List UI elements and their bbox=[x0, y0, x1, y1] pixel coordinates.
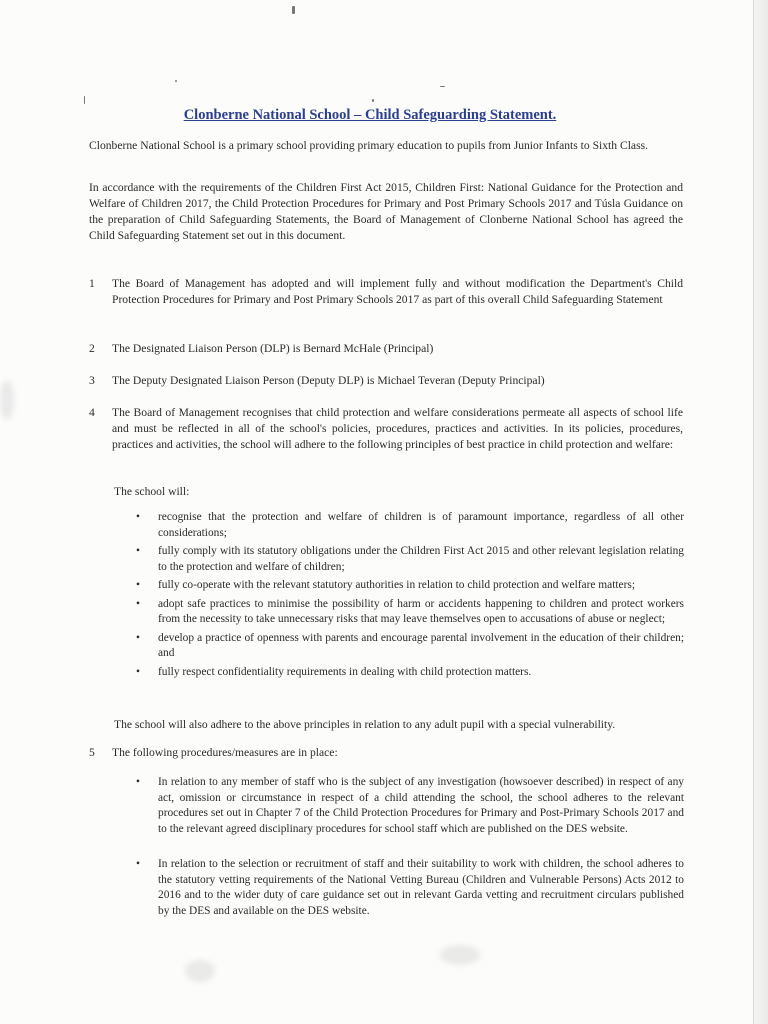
list-item bbox=[136, 775, 684, 837]
bullet-icon: • bbox=[136, 511, 140, 523]
item-text: The Deputy Designated Liaison Person (Deputy DLP) is Michael Teveran (Deputy Principal) bbox=[112, 374, 545, 387]
principle-text: develop a practice of openness with parents and encourage parental involvement in the education of their children; and bbox=[158, 631, 684, 659]
bullet-icon: • bbox=[136, 631, 140, 644]
bullet-icon: • bbox=[136, 545, 140, 557]
principle-text: fully co-operate with the relevant statutory authorities in relation to child protection and welfare matters; bbox=[158, 579, 635, 591]
list-item bbox=[136, 857, 684, 919]
principle-text: recognise that the protection and welfare of children is of paramount importance, regardless of all other considerations; bbox=[158, 511, 684, 539]
bullet-icon: • bbox=[136, 858, 140, 870]
list-item bbox=[136, 578, 684, 594]
item-text: The Designated Liaison Person (DLP) is Bernard McHale (Principal) bbox=[112, 342, 434, 355]
bullet-icon: • bbox=[136, 665, 140, 678]
item-number: 3 bbox=[89, 374, 95, 387]
item-text: The Board of Management has adopted and will implement fully and without modification the Department's Child Protection Procedures for Primary and Post Primary Schools 2017 as part of this overall Child Safeguarding Statement bbox=[112, 277, 683, 306]
scan-speck bbox=[292, 6, 295, 14]
item-number: 2 bbox=[89, 342, 95, 355]
bullet-icon: • bbox=[136, 597, 140, 610]
scan-smudge bbox=[0, 380, 14, 420]
bullet-icon: • bbox=[136, 776, 140, 788]
adult-pupil-paragraph: The school will also adhere to the above principles in relation to any adult pupil with a special vulnerability. bbox=[114, 718, 616, 731]
scan-speck bbox=[175, 80, 177, 82]
list-item bbox=[136, 597, 684, 628]
principle-text: adopt safe practices to minimise the possibility of harm or accidents happening to children and protect workers from the necessity to take unnecessary risks that may leave themselves open to accusations of abuse or neglect; bbox=[158, 597, 684, 625]
item-number: 1 bbox=[89, 277, 95, 290]
principles-list bbox=[136, 510, 684, 680]
intro-paragraph: Clonberne National School is a primary school providing primary education to pupils from Junior Infants to Sixth Class. bbox=[89, 139, 648, 152]
document-title: Clonberne National School – Child Safeguarding Statement. bbox=[183, 107, 557, 123]
scan-speck bbox=[440, 86, 445, 87]
list-item bbox=[136, 665, 684, 681]
list-item bbox=[136, 631, 684, 662]
procedure-text: In relation to the selection or recruitment of staff and their suitability to work with children, the school adheres to the statutory vetting requirements of the National Vetting Bureau (Children and Vulnerable Persons) Acts 2012 to 2016 and to the wider duty of care guidance set out in relevant Garda vetting and recruitment circulars published by the DES and available on the DES website. bbox=[158, 858, 684, 917]
list-item bbox=[136, 544, 684, 575]
item-number: 5 bbox=[89, 746, 95, 759]
scan-speck bbox=[84, 96, 85, 104]
item-number: 4 bbox=[89, 406, 95, 419]
item-text: The following procedures/measures are in place: bbox=[112, 746, 338, 759]
context-paragraph: In accordance with the requirements of the Children First Act 2015, Children First: National Guidance for the Protection and Welfare of Children 2017, the Child Protection Procedures for Primary and Post Primary Schools 2017 and Túsla Guidance on the preparation of Child Safeguarding Statements, the Board of Management of Clonberne National School has agreed the Child Safeguarding Statement set out in this document. bbox=[89, 181, 683, 242]
scan-speck bbox=[372, 99, 374, 102]
item-text: The Board of Management recognises that child protection and welfare considerations permeate all aspects of school life and must be reflected in all of the school's policies, procedures, practices and activities. In its policies, procedures, practices and activities, the school will adhere to the following principles of best practice in child protection and welfare: bbox=[112, 406, 683, 451]
page-edge-shadow bbox=[753, 0, 768, 1024]
scan-smudge bbox=[440, 945, 480, 965]
list-item bbox=[136, 510, 684, 541]
principle-text: fully comply with its statutory obligations under the Children First Act 2015 and other relevant legislation relating to the protection and welfare of children; bbox=[158, 545, 684, 573]
bullet-icon: • bbox=[136, 579, 140, 591]
procedure-text: In relation to any member of staff who is the subject of any investigation (howsoever described) in respect of any act, omission or circumstance in respect of a child attending the school, the school adheres to the relevant procedures set out in Chapter 7 of the Child Protection Procedures for Primary and Post-Primary Schools 2017 and to the relevant agreed disciplinary procedures for school staff which are published on the DES website. bbox=[158, 776, 684, 835]
principle-text: fully respect confidentiality requirements in dealing with child protection matters. bbox=[158, 665, 532, 678]
scan-smudge bbox=[185, 960, 215, 982]
procedures-list bbox=[136, 775, 684, 919]
school-will-heading: The school will: bbox=[114, 485, 190, 498]
